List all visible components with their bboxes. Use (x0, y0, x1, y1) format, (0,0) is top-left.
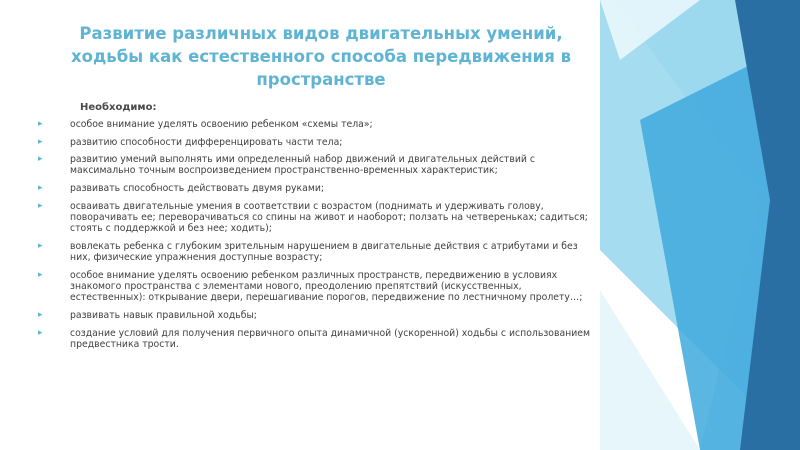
list-item (38, 137, 598, 148)
list-item-text: развитию умений выполнять ими определенный набор движений и двигательных действий с максимально точным воспроизведением пространственно-временных характеристик; (70, 154, 535, 177)
title-line: Развитие различных видов двигательных умений, (79, 24, 563, 43)
list-item (38, 183, 598, 194)
list-item (38, 201, 598, 235)
list-item-text: создание условий для получения первичного опыта динамичной (ускоренной) ходьбы с использованием предвестника трости. (70, 327, 591, 350)
bullet-arrow-icon: ▸ (38, 327, 43, 338)
bullet-list (38, 119, 598, 356)
bullet-arrow-icon: ▸ (38, 119, 43, 129)
list-item (38, 119, 598, 130)
list-item-text: осваивать двигательные умения в соответствии с возрастом (поднимать и удерживать голову, поворачивать ее; переворачиваться со спины на живот и наоборот; ползать на четвереньках; садиться; стоять с поддержкой и без нее; ходить); (70, 200, 588, 235)
list-item (38, 270, 598, 304)
list-item-text: вовлекать ребенка с глубоким зрительным нарушением в двигательные действия с атрибутами и без них, физические упражнения доступные возрасту; (70, 240, 578, 264)
list-item (38, 328, 598, 351)
list-item-text: особое внимание уделять освоению ребенком «схемы тела»; (70, 119, 373, 130)
bullet-arrow-icon: ▸ (38, 240, 43, 251)
bullet-arrow-icon: ▸ (38, 269, 43, 280)
list-item-text: развивать навык правильной ходьбы; (70, 309, 257, 321)
list-item (38, 241, 598, 264)
list-item-text: развитию способности дифференцировать части тела; (70, 136, 343, 148)
bullet-arrow-icon: ▸ (38, 309, 43, 320)
list-item-text: особое внимание уделять освоению ребенком различных пространств, передвижению в условиях знакомого пространства с элементами нового, преодолению препятствий (искусственных, естественных): открывание двери, перешагивание порогов, передвижение по лестничному пролету…; (70, 269, 583, 304)
title-line: пространстве (256, 70, 386, 89)
bullet-arrow-icon: ▸ (38, 183, 43, 194)
list-item-text: развивать способность действовать двумя руками; (70, 183, 325, 195)
list-item (38, 310, 598, 321)
subheading: Необходимо: (80, 102, 157, 113)
bullet-arrow-icon: ▸ (38, 200, 43, 211)
slide-title (40, 22, 602, 91)
list-item (38, 154, 598, 177)
bullet-arrow-icon: ▸ (38, 154, 43, 165)
bullet-arrow-icon: ▸ (38, 136, 43, 147)
title-line: ходьбы как естественного способа передвижения в (70, 47, 572, 66)
